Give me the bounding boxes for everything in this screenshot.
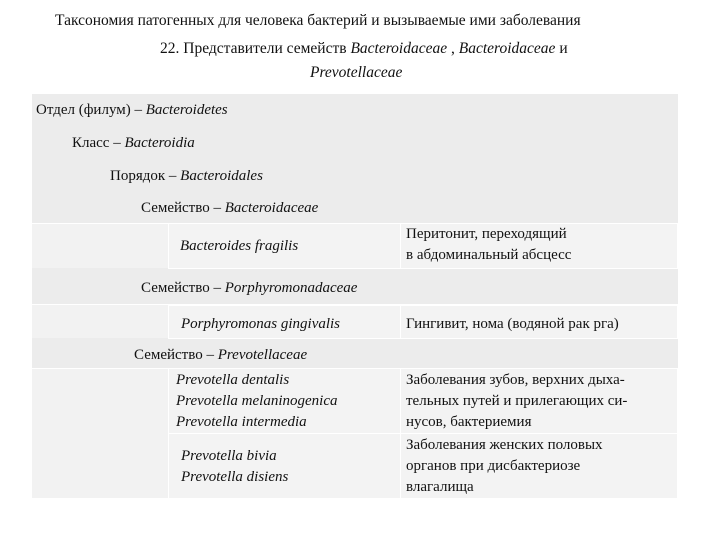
family-3-group-1-species (176, 370, 337, 433)
family-2-label: Семейство – (141, 280, 225, 296)
disease-line: Заболевания зубов, верхних дыха- (406, 372, 625, 388)
family-2-disease: Гингивит, нома (водяной рак рга) (406, 316, 619, 332)
disease-line: нусов, бактериемия (406, 414, 532, 430)
phylum-text (36, 101, 228, 119)
species-item: Prevotella disiens (181, 469, 289, 485)
phylum-label: Отдел (филум) – (36, 102, 146, 118)
species-item: Prevotella bivia (181, 448, 277, 464)
family-1-heading (141, 199, 318, 217)
class-text (72, 134, 195, 152)
title-separator: , (447, 40, 459, 57)
family-3-label: Семейство – (134, 347, 218, 363)
family-3-group-1-disease (406, 370, 627, 433)
family-3-group-2-species (181, 446, 288, 488)
family-2-heading (141, 279, 357, 297)
class-label: Класс – (72, 135, 125, 151)
family-1-disease (406, 224, 571, 266)
family-3-heading (134, 346, 307, 364)
title-line-2-suffix: и (555, 40, 568, 57)
family-3-group-2-disease (406, 435, 603, 498)
family-1-species: Bacteroides fragilis (180, 238, 299, 254)
family-2-name: Porphyromonadaceae (224, 280, 358, 296)
class-value: Bacteroidia (124, 135, 195, 151)
title-line-2 (160, 40, 568, 58)
family-1-label: Семейство – (141, 200, 225, 216)
family-1-disease-line: Перитонит, переходящий (406, 226, 567, 242)
title-line-2-prefix: 22. Представители семейств (160, 40, 351, 57)
disease-line: Заболевания женских половых (406, 437, 603, 453)
family-2-species: Porphyromonas gingivalis (181, 316, 341, 332)
species-item: Prevotella melaninogenica (176, 393, 338, 409)
title-family-2: Bacteroidaceae (458, 40, 556, 57)
disease-line: органов при дисбактериозе (406, 458, 581, 474)
family-3-row (32, 338, 678, 369)
phylum-value: Bacteroidetes (145, 102, 228, 118)
family-1-disease-line: в абдоминальный абсцесс (406, 247, 572, 263)
order-value: Bacteroidales (180, 168, 263, 184)
disease-line: влагалища (406, 479, 474, 495)
title-family-1: Bacteroidaceae (350, 40, 448, 57)
order-text (110, 167, 263, 185)
family-1-name: Bacteroidaceae (224, 200, 319, 216)
disease-line: тельных путей и прилегающих си- (406, 393, 628, 409)
family-1-row (32, 192, 678, 224)
title-line-1: Таксономия патогенных для человека бактерий и вызываемые ими заболевания (55, 12, 581, 29)
species-item: Prevotella dentalis (176, 372, 290, 388)
family-3-name: Prevotellaceae (217, 347, 308, 363)
order-label: Порядок – (110, 168, 181, 184)
species-item: Prevotella intermedia (176, 414, 307, 430)
title-line-3: Prevotellaceae (310, 64, 403, 81)
